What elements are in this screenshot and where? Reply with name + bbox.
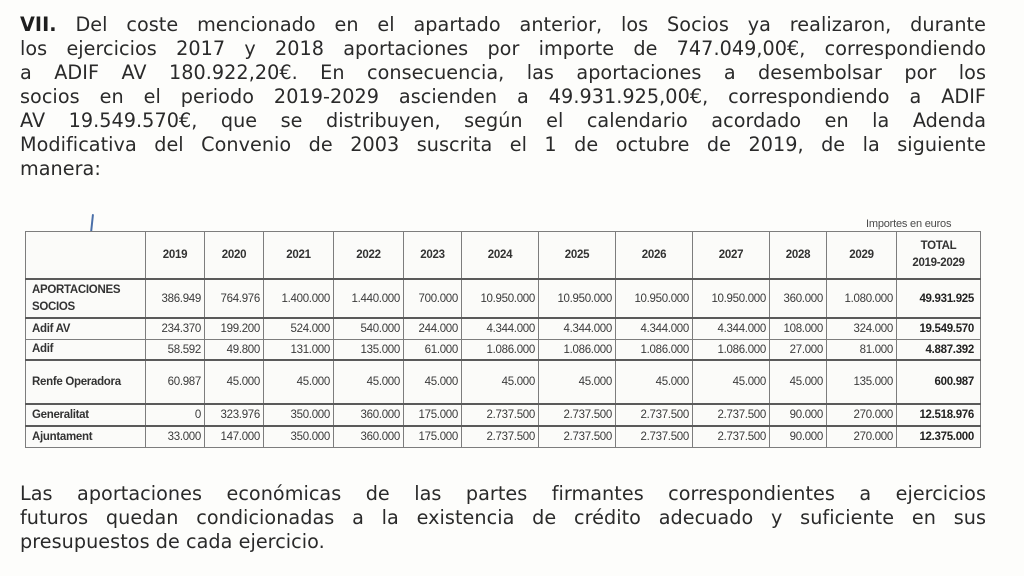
header-cell-total: TOTAL 2019-2029 bbox=[897, 232, 981, 280]
cell: 2.737.500 bbox=[693, 426, 770, 448]
row-label: Renfe Operadora bbox=[26, 360, 146, 404]
cell: 58.592 bbox=[146, 340, 205, 361]
cell: 0 bbox=[146, 404, 205, 426]
cell: 90.000 bbox=[770, 426, 827, 448]
cell: 360.000 bbox=[334, 404, 404, 426]
table-row bbox=[26, 318, 981, 340]
row-total: 12.518.976 bbox=[897, 404, 981, 426]
cell: 700.000 bbox=[404, 279, 462, 318]
cell: 27.000 bbox=[770, 340, 827, 361]
cell: 147.000 bbox=[205, 426, 264, 448]
cell: 270.000 bbox=[827, 426, 897, 448]
section-number: VII. bbox=[20, 13, 57, 36]
units-note: Importes en euros bbox=[866, 218, 952, 230]
cell: 81.000 bbox=[827, 340, 897, 361]
cell: 2.737.500 bbox=[693, 404, 770, 426]
cell: 45.000 bbox=[334, 360, 404, 404]
header-cell bbox=[26, 232, 146, 280]
header-cell: 2023 bbox=[404, 232, 462, 280]
cell: 45.000 bbox=[462, 360, 539, 404]
cell: 10.950.000 bbox=[462, 279, 539, 318]
row-total: 19.549.570 bbox=[897, 318, 981, 340]
cell: 90.000 bbox=[770, 404, 827, 426]
paragraph-vii bbox=[20, 13, 986, 181]
cell: 323.976 bbox=[205, 404, 264, 426]
cell: 2.737.500 bbox=[539, 404, 616, 426]
cell: 764.976 bbox=[205, 279, 264, 318]
paragraph-line: Las aportaciones económicas de las partes firmantes correspondientes a ejercicios bbox=[20, 482, 986, 505]
header-cell: 2021 bbox=[264, 232, 334, 280]
header-cell: 2019 bbox=[146, 232, 205, 280]
cell: 270.000 bbox=[827, 404, 897, 426]
cell: 175.000 bbox=[404, 426, 462, 448]
paragraph-line: a ADIF AV 180.922,20€. En consecuencia, las aportaciones a desembolsar por los bbox=[20, 61, 986, 84]
row-total: 12.375.000 bbox=[897, 426, 981, 448]
cell: 360.000 bbox=[770, 279, 827, 318]
header-cell: 2029 bbox=[827, 232, 897, 280]
cell: 1.080.000 bbox=[827, 279, 897, 318]
paragraph-line: futuros quedan condicionadas a la existencia de crédito adecuado y suficiente en sus bbox=[20, 506, 986, 529]
cell: 45.000 bbox=[264, 360, 334, 404]
cell: 350.000 bbox=[264, 426, 334, 448]
row-label: Ajuntament bbox=[26, 426, 146, 448]
cell: 2.737.500 bbox=[616, 404, 693, 426]
cell: 360.000 bbox=[334, 426, 404, 448]
header-cell: 2020 bbox=[205, 232, 264, 280]
cell: 1.086.000 bbox=[693, 340, 770, 361]
cell: 10.950.000 bbox=[539, 279, 616, 318]
paragraph-line: socios en el periodo 2019-2029 ascienden a 49.931.925,00€, correspondiendo a ADIF bbox=[20, 85, 986, 108]
cell: 540.000 bbox=[334, 318, 404, 340]
cell: 1.400.000 bbox=[264, 279, 334, 318]
cell: 45.000 bbox=[404, 360, 462, 404]
paragraph-conditions bbox=[20, 482, 986, 554]
cell: 1.086.000 bbox=[462, 340, 539, 361]
cell: 324.000 bbox=[827, 318, 897, 340]
cell: 33.000 bbox=[146, 426, 205, 448]
header-cell: 2025 bbox=[539, 232, 616, 280]
cell: 4.344.000 bbox=[693, 318, 770, 340]
cell: 45.000 bbox=[205, 360, 264, 404]
cell: 61.000 bbox=[404, 340, 462, 361]
cell: 524.000 bbox=[264, 318, 334, 340]
header-cell: 2027 bbox=[693, 232, 770, 280]
cell: 244.000 bbox=[404, 318, 462, 340]
cell: 10.950.000 bbox=[616, 279, 693, 318]
cell: 175.000 bbox=[404, 404, 462, 426]
paragraph-line: Modificativa del Convenio de 2003 suscrita el 1 de octubre de 2019, de la siguiente bbox=[20, 133, 986, 156]
cell: 135.000 bbox=[827, 360, 897, 404]
row-label: Adif AV bbox=[26, 318, 146, 340]
cell: 1.086.000 bbox=[616, 340, 693, 361]
header-cell: 2026 bbox=[616, 232, 693, 280]
contributions-table bbox=[25, 231, 981, 448]
row-total: 49.931.925 bbox=[897, 279, 981, 318]
cell: 199.200 bbox=[205, 318, 264, 340]
header-cell: 2022 bbox=[334, 232, 404, 280]
row-label: Adif bbox=[26, 340, 146, 361]
paragraph-line: presupuestos de cada ejercicio. bbox=[20, 530, 325, 553]
cell: 45.000 bbox=[770, 360, 827, 404]
cell: 1.086.000 bbox=[539, 340, 616, 361]
header-cell: 2028 bbox=[770, 232, 827, 280]
cell: 234.370 bbox=[146, 318, 205, 340]
cell: 49.800 bbox=[205, 340, 264, 361]
cell: 4.344.000 bbox=[539, 318, 616, 340]
cell: 1.440.000 bbox=[334, 279, 404, 318]
paragraph-line: manera: bbox=[20, 157, 101, 180]
table-header-row bbox=[26, 232, 981, 280]
table-row bbox=[26, 340, 981, 361]
cell: 2.737.500 bbox=[462, 426, 539, 448]
cell: 4.344.000 bbox=[462, 318, 539, 340]
cell: 2.737.500 bbox=[539, 426, 616, 448]
table-row bbox=[26, 279, 981, 318]
cell: 108.000 bbox=[770, 318, 827, 340]
cell: 2.737.500 bbox=[616, 426, 693, 448]
cell: 45.000 bbox=[539, 360, 616, 404]
cell: 386.949 bbox=[146, 279, 205, 318]
table-row bbox=[26, 360, 981, 404]
cell: 135.000 bbox=[334, 340, 404, 361]
paragraph-line: VII. Del coste mencionado en el apartado anterior, los Socios ya realizaron, durante bbox=[20, 13, 986, 36]
row-label: Generalitat bbox=[26, 404, 146, 426]
paragraph-line: AV 19.549.570€, que se distribuyen, según el calendario acordado en la Adenda bbox=[20, 109, 986, 132]
row-total: 4.887.392 bbox=[897, 340, 981, 361]
header-cell: 2024 bbox=[462, 232, 539, 280]
cell: 131.000 bbox=[264, 340, 334, 361]
cell: 350.000 bbox=[264, 404, 334, 426]
row-label: APORTACIONES SOCIOS bbox=[26, 279, 146, 318]
table-row bbox=[26, 404, 981, 426]
cell: 4.344.000 bbox=[616, 318, 693, 340]
cell: 45.000 bbox=[693, 360, 770, 404]
table-row bbox=[26, 426, 981, 448]
cell: 10.950.000 bbox=[693, 279, 770, 318]
cell: 2.737.500 bbox=[462, 404, 539, 426]
paragraph-line: los ejercicios 2017 y 2018 aportaciones por importe de 747.049,00€, correspondiendo bbox=[20, 37, 986, 60]
cell: 45.000 bbox=[616, 360, 693, 404]
row-total: 600.987 bbox=[897, 360, 981, 404]
cell: 60.987 bbox=[146, 360, 205, 404]
